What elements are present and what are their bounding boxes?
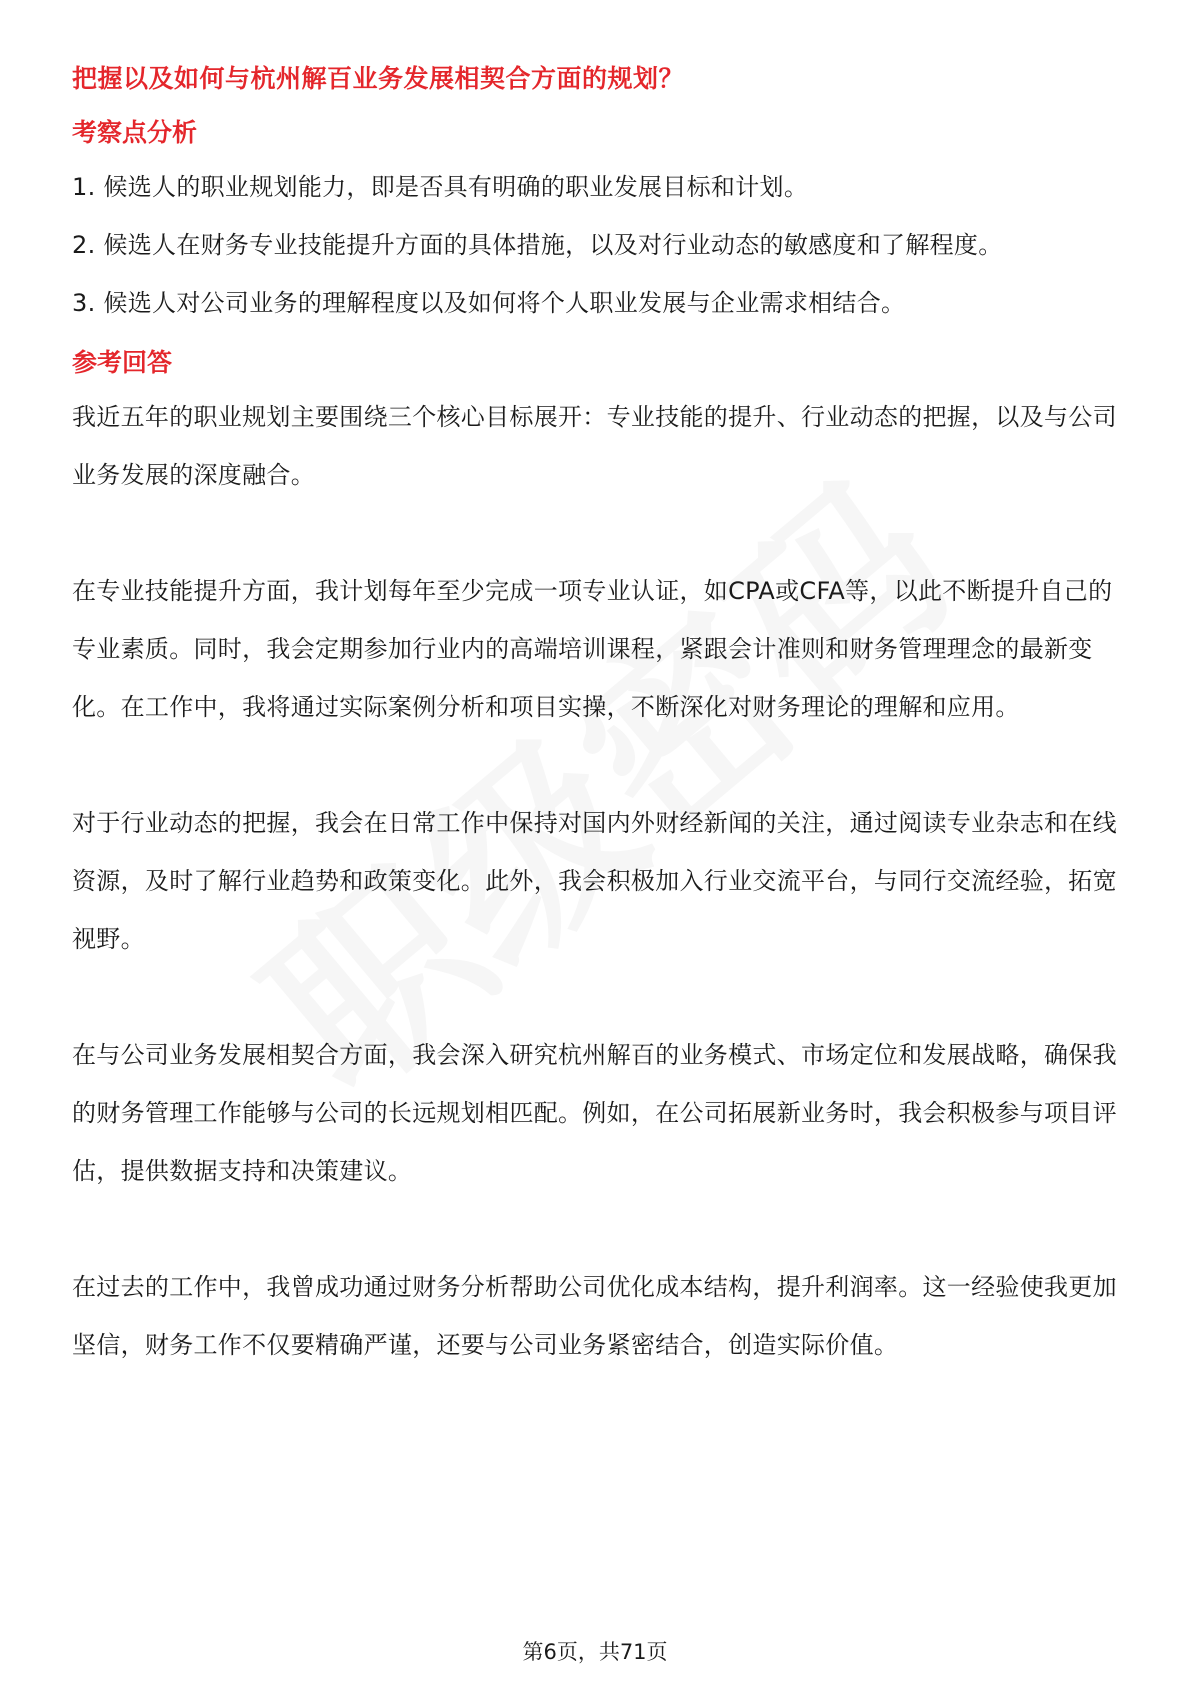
analysis-point: 1. 候选人的职业规划能力，即是否具有明确的职业发展目标和计划。 — [72, 173, 809, 201]
analysis-point: 2. 候选人在财务专业技能提升方面的具体措施，以及对行业动态的敏感度和了解程度。 — [72, 231, 1003, 259]
page-number: 第6页，共71页 — [522, 1640, 668, 1664]
answer-title: 参考回答 — [72, 348, 173, 377]
page-content — [72, 54, 1118, 1374]
answer-paragraph: 我近五年的职业规划主要围绕三个核心目标展开：专业技能的提升、行业动态的把握，以及与公司业务发展的深度融合。 — [72, 403, 1117, 489]
question-heading: 把握以及如何与杭州解百业务发展相契合方面的规划？ — [72, 64, 685, 93]
answer-paragraph: 在过去的工作中，我曾成功通过财务分析帮助公司优化成本结构，提升利润率。这一经验使我更加坚信，财务工作不仅要精确严谨，还要与公司业务紧密结合，创造实际价值。 — [72, 1273, 1117, 1359]
analysis-point: 3. 候选人对公司业务的理解程度以及如何将个人职业发展与企业需求相结合。 — [72, 289, 906, 317]
answer-paragraph: 对于行业动态的把握，我会在日常工作中保持对国内外财经新闻的关注，通过阅读专业杂志和在线资源，及时了解行业趋势和政策变化。此外，我会积极加入行业交流平台，与同行交流经验，拓宽视野。 — [72, 809, 1117, 953]
analysis-title: 考察点分析 — [72, 118, 198, 147]
answer-paragraph: 在专业技能提升方面，我计划每年至少完成一项专业认证，如CPA或CFA等，以此不断提升自己的专业素质。同时，我会定期参加行业内的高端培训课程，紧跟会计准则和财务管理理念的最新变化。在工作中，我将通过实际案例分析和项目实操，不断深化对财务理论的理解和应用。 — [72, 577, 1113, 721]
answer-paragraph: 在与公司业务发展相契合方面，我会深入研究杭州解百的业务模式、市场定位和发展战略，确保我的财务管理工作能够与公司的长远规划相匹配。例如，在公司拓展新业务时，我会积极参与项目评估，提供数据支持和决策建议。 — [72, 1041, 1117, 1185]
